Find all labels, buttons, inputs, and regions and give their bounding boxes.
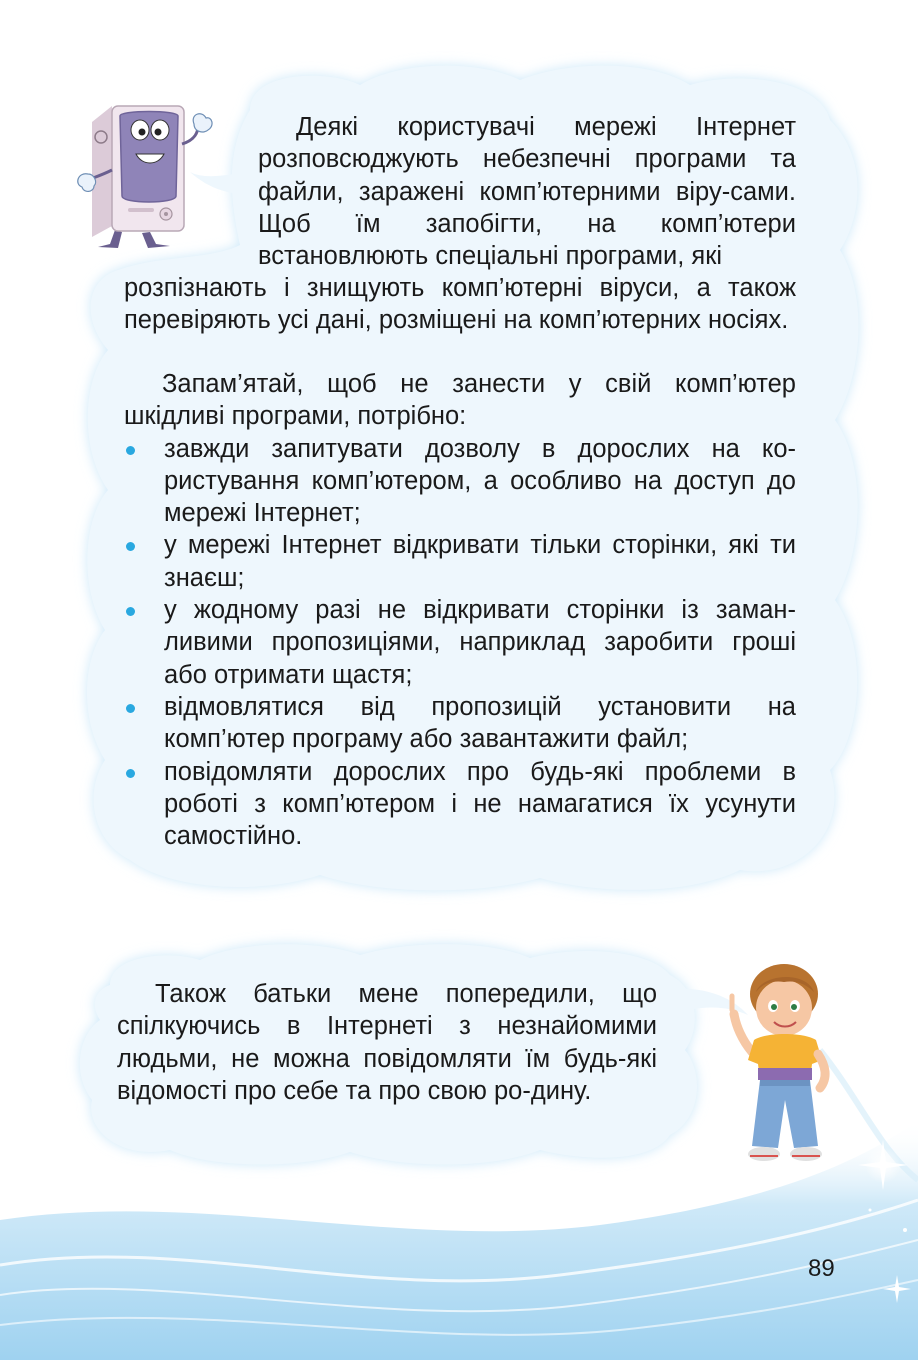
safety-rules-list (124, 433, 796, 853)
remember-section (124, 368, 796, 852)
bullet-dot-icon (126, 704, 135, 713)
list-item: у мережі Інтернет відкривати тільки сторінки, які ти знаєш; (124, 529, 796, 594)
boy-speech-text (117, 978, 657, 1107)
list-item: відмовлятися від пропозицій установити на комп’ютер програму або завантажити файл; (124, 691, 796, 756)
intro-text-top (258, 111, 796, 272)
remember-intro: Запам’ятай, щоб не занести у свій комп’ютер шкідливі програми, потрібно: (124, 370, 796, 431)
bullet-dot-icon (126, 542, 135, 551)
bullet-dot-icon (126, 769, 135, 778)
intro-text-bottom (124, 272, 796, 337)
intro-paragraph-bottom: розпізнають і знищують комп’ютерні віруси, а також перевіряють усі дані, розміщені на комп’ютерних носіях. (124, 274, 796, 335)
bullet-dot-icon (126, 446, 135, 455)
boy-character-icon (718, 960, 848, 1168)
page-number: 89 (808, 1255, 835, 1282)
list-item: повідомляти дорослих про будь-які проблеми в роботі з комп’ютером і не намагатися їх усунути самостійно. (124, 756, 796, 853)
intro-paragraph-top: Деякі користувачі мережі Інтернет розповсюджують небезпечні програми та файли, заражені комп’ютерними віру-сами. Щоб їм запобігти, на комп’ютери встановлюють спеціальні програми, які (258, 113, 796, 271)
list-item: завжди запитувати дозволу в дорослих на ко-ристування комп’ютером, а особливо на доступ до мережі Інтернет; (124, 433, 796, 530)
bullet-dot-icon (126, 607, 135, 616)
boy-speech-paragraph: Також батьки мене попередили, що спілкуючись в Інтернеті з незнайомими людьми, не можна повідомляти їм будь-які відомості про себе та про свою ро-дину. (117, 980, 657, 1105)
computer-mascot-icon (70, 92, 220, 252)
list-item: у жодному разі не відкривати сторінки із заман-ливими пропозиціями, наприклад заробити гроші або отримати щастя; (124, 594, 796, 691)
